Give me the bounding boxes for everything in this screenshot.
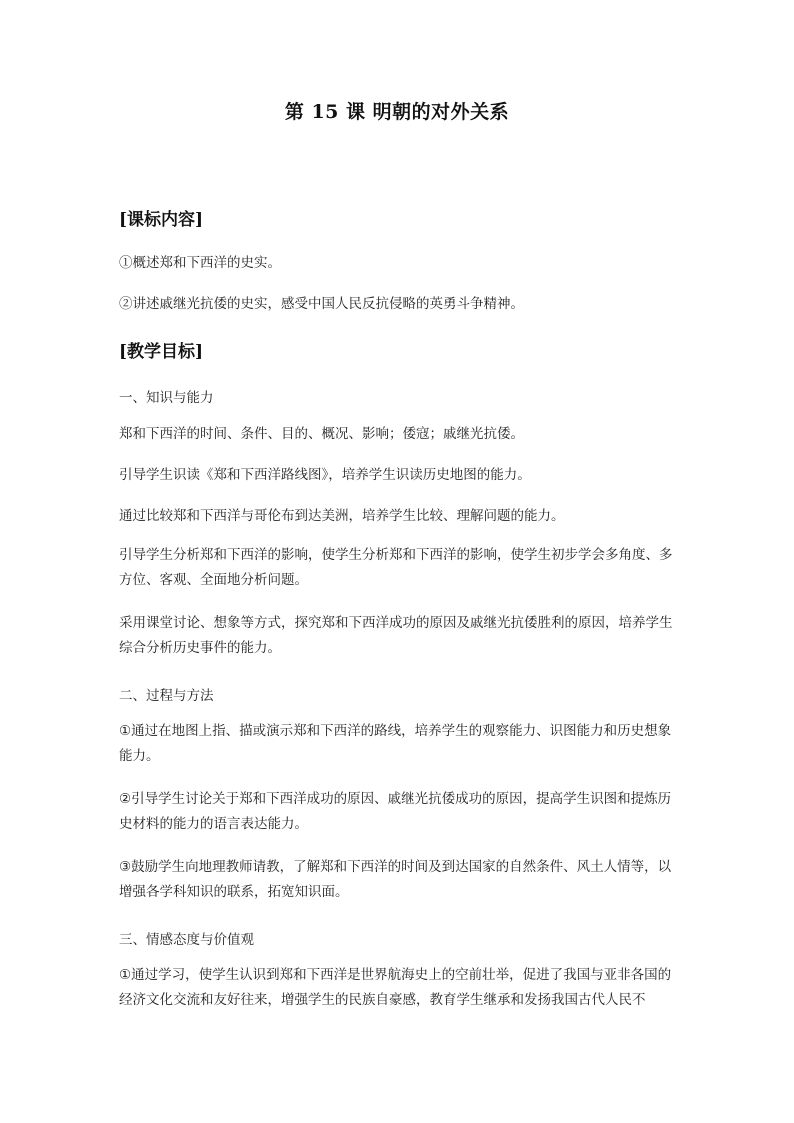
knowledge-paragraph-2: 引导学生识读《郑和下西洋路线图》，培养学生识读历史地图的能力。	[119, 467, 531, 483]
process-paragraph-1: ①通过在地图上指、描或演示郑和下西洋的路线，培养学生的观察能力、识图能力和历史想象能力。	[119, 723, 672, 764]
emotion-paragraph-1: ①通过学习，使学生认识到郑和下西洋是世界航海史上的空前壮举，促进了我国与亚非各国的经济文化交流和友好往来，增强学生的民族自豪感，教育学生继承和发扬我国古代人民不	[119, 967, 672, 1008]
process-heading: 二、过程与方法	[119, 688, 214, 704]
curriculum-item-1: ①概述郑和下西洋的史实。	[119, 255, 281, 271]
curriculum-heading: [课标内容]	[119, 210, 204, 230]
page-title: 第 15 课 明朝的对外关系	[284, 101, 510, 123]
knowledge-paragraph-3: 通过比较郑和下西洋与哥伦布到达美洲，培养学生比较、理解问题的能力。	[119, 508, 565, 524]
knowledge-heading: 一、知识与能力	[119, 390, 214, 406]
process-paragraph-2: ②引导学生讨论关于郑和下西洋成功的原因、戚继光抗倭成功的原因，提高学生识图和提炼历史材料的能力的语言表达能力。	[119, 791, 672, 832]
objectives-heading: [教学目标]	[119, 342, 204, 362]
knowledge-paragraph-5: 采用课堂讨论、想象等方式，探究郑和下西洋成功的原因及戚继光抗倭胜利的原因，培养学生综合分析历史事件的能力。	[119, 615, 673, 656]
process-paragraph-3: ③鼓励学生向地理教师请教，了解郑和下西洋的时间及到达国家的自然条件、风土人情等，以增强各学科知识的联系，拓宽知识面。	[119, 859, 672, 900]
knowledge-paragraph-4: 引导学生分析郑和下西洋的影响，使学生分析郑和下西洋的影响，使学生初步学会多角度、多方位、客观、全面地分析问题。	[119, 547, 673, 588]
emotion-heading: 三、情感态度与价值观	[119, 932, 254, 948]
knowledge-paragraph-1: 郑和下西洋的时间、条件、目的、概况、影响；倭寇；戚继光抗倭。	[119, 426, 524, 442]
curriculum-item-2: ②讲述戚继光抗倭的史实，感受中国人民反抗侵略的英勇斗争精神。	[119, 296, 524, 312]
